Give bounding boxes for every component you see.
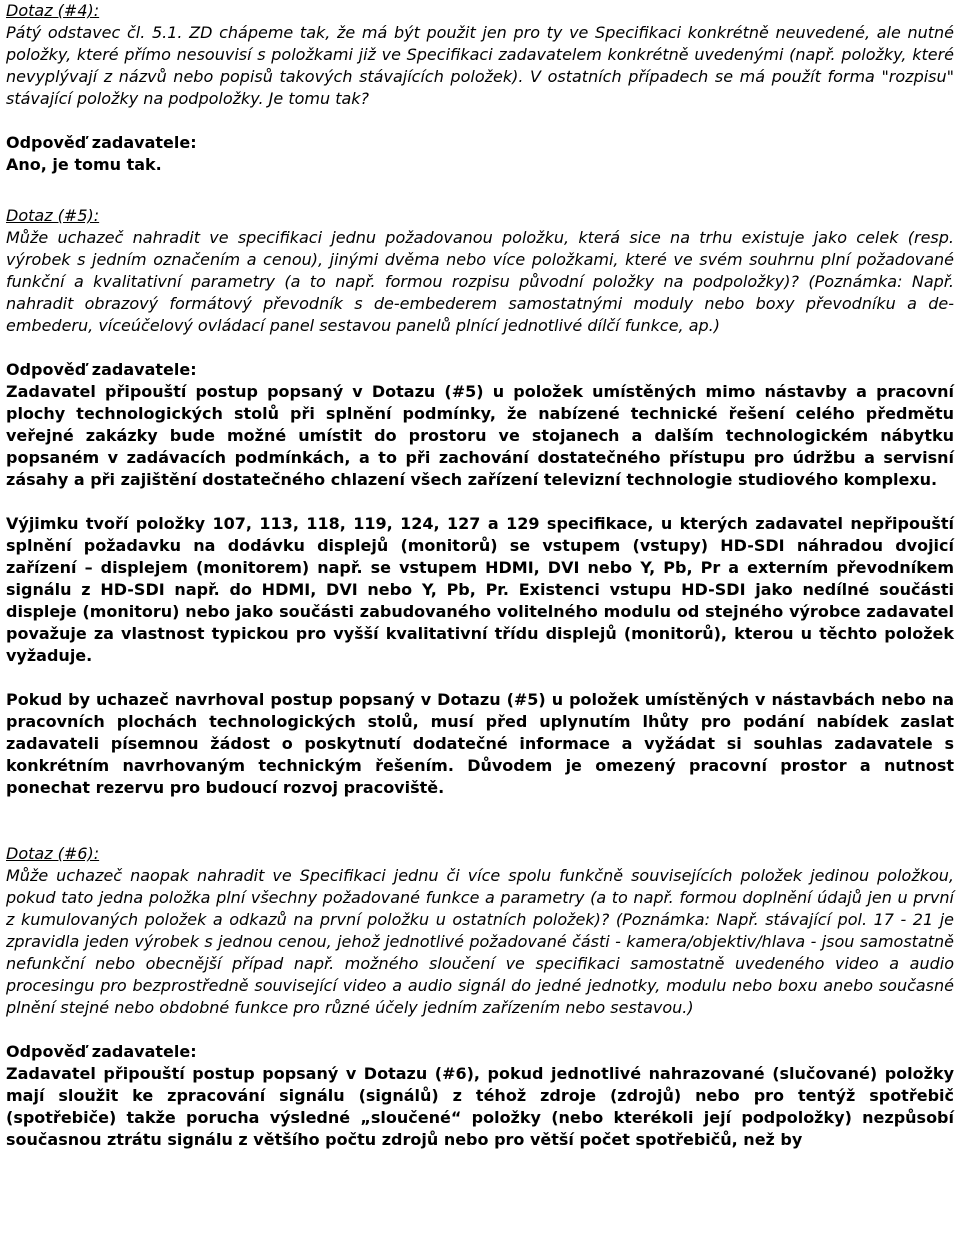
question-6-heading: Dotaz (#6): (6, 844, 100, 863)
question-4-answer-label: Odpověď zadavatele: (6, 133, 197, 152)
question-4-section (6, 0, 954, 176)
question-5-answer-paragraph-1: Zadavatel připouští postup popsaný v Dotazu (#5) u položek umístěných mimo nástavby a pracovní plochy technologických stolů při splnění podmínky, že nabízené technické řešení celého předmětu veřejné zakázky bude možné umístit do prostoru ve stojanech a dalším technologickém nábytku popsaném v zadávacích podmínkách, a to při zachování dostatečného přístupu pro údržbu a servisní zásahy a při zajištění dostatečného chlazení všech zařízení televizní technologie studiového komplexu. (6, 382, 954, 489)
question-5-answer-label: Odpověď zadavatele: (6, 360, 197, 379)
question-4-answer: Ano, je tomu tak. (6, 155, 162, 174)
question-6-answer: Zadavatel připouští postup popsaný v Dotazu (#6), pokud jednotlivé nahrazované (slučované) položky mají sloužit ke zpracování signálu (signálů) z téhož zdroje (zdrojů) nebo pro tentýž spotřebič (spotřebiče) takže porucha výsledné „sloučené“ položky (nebo kterékoli její podpoložky) nezpůsobí současnou ztrátu signálu z většího počtu zdrojů nebo pro větší počet spotřebičů, než by (6, 1064, 954, 1149)
question-5-answer-paragraph-3: Pokud by uchazeč navrhoval postup popsaný v Dotazu (#5) u položek umístěných v nástavbách nebo na pracovních plochách technologických stolů, musí před uplynutím lhůty pro podání nabídek zaslat zadavateli písemnou žádost o poskytnutí dodatečné informace a vyžádat si souhlas zadavatele s konkrétním navrhovaným technickým řešením. Důvodem je omezený pracovní prostor a nutnost ponechat rezervu pro budoucí rozvoj pracoviště. (6, 690, 954, 797)
question-4-heading: Dotaz (#4): (6, 1, 100, 20)
question-4-text: Pátý odstavec čl. 5.1. ZD chápeme tak, že má být použit jen pro ty ve Specifikaci konkrétně neuvedené, ale nutné položky, které přímo nesouvisí s položkami již ve Specifikaci zadavatelem konkrétně uvedenými (např. položky, které nevyplývají z názvů nebo popisů takových stávajících položek). V ostatních případech se má použít forma "rozpisu" stávající položky na podpoložky. Je tomu tak? (6, 23, 954, 108)
question-5-answer-paragraph-2: Výjimku tvoří položky 107, 113, 118, 119, 124, 127 a 129 specifikace, u kterých zadavatel nepřipouští splnění požadavku na dodávku displejů (monitorů) se vstupem (vstupy) HD-SDI náhradou dvojicí zařízení – displejem (monitorem) např. se vstupem HDMI, DVI nebo Y, Pb, Pr a externím převodníkem signálu z HD-SDI např. do HDMI, DVI nebo Y, Pb, Pr. Existenci vstupu HD-SDI jako nedílné součásti displeje (monitoru) nebo jako součásti zabudovaného volitelného modulu od stejného výrobce zadavatel považuje za vlastnost typickou pro vyšší kvalitativní třídu displejů (monitorů), kterou u těchto položek vyžaduje. (6, 514, 954, 665)
question-6-text: Může uchazeč naopak nahradit ve Specifikaci jednu či více spolu funkčně souvisejících položek jedinou položkou, pokud tato jedna položka plní všechny požadované funkce a parametry (a to např. formou doplnění údajů jen u první z kumulovaných položek a odkazů na první položku u ostatních položek)? (Poznámka: Např. stávající pol. 17 - 21 je zpravidla jeden výrobek s jednou cenou, jehož jednotlivé požadované části - kamera/objektiv/hlava - jsou samostatně nefunkční nebo obecnější případ např. možného sloučení ve specifikaci samostatně uvedeného video a audio procesingu pro bezprostředně související video a audio signál do jedné jednotky, modulu nebo boxu anebo současné plnění stejné nebo obdobné funkce pro různé účely jedním zařízením nebo sestavou.) (6, 866, 954, 1017)
question-5-heading: Dotaz (#5): (6, 206, 100, 225)
question-6-section (6, 843, 954, 1151)
question-5-section (6, 205, 954, 799)
question-5-text: Může uchazeč nahradit ve specifikaci jednu požadovanou položku, která sice na trhu existuje jako celek (resp. výrobek s jedním označením a cenou), jinými dvěma nebo více položkami, které ve svém souhrnu plní požadované funkční a kvalitativní parametry (a to např. formou rozpisu původní položky na podpoložky)? (Poznámka: Např. nahradit obrazový formátový převodník s de-embederem samostatnými moduly nebo boxy převodníku a de-embederu, víceúčelový ovládací panel sestavou panelů plnící jednotlivé dílčí funkce, ap.) (6, 228, 954, 335)
question-6-answer-label: Odpověď zadavatele: (6, 1042, 197, 1061)
document-page (6, 0, 954, 1151)
